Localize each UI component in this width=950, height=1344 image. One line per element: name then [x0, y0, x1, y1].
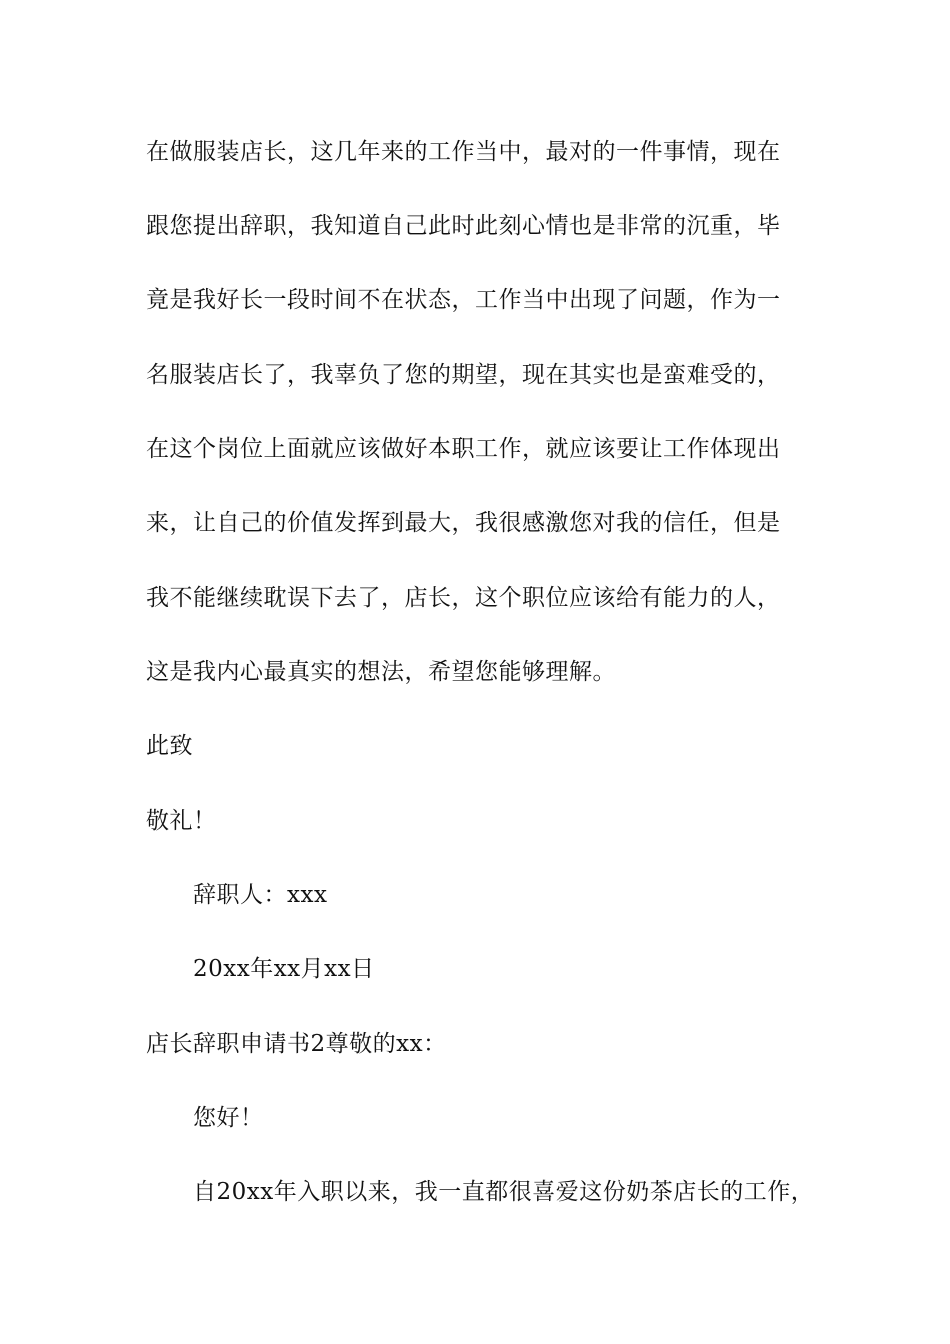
closing-salutation: 此致 [146, 733, 193, 759]
body-line-6: 来，让自己的价值发挥到最大，我很感激您对我的信任，但是 [146, 510, 781, 536]
body-line-1: 在做服装店长，这几年来的工作当中，最对的一件事情，现在 [146, 139, 781, 165]
body-line-8: 这是我内心最真实的想法，希望您能够理解。 [146, 659, 616, 685]
greeting-line: 您好！ [193, 1105, 264, 1131]
paragraph-2-line-1: 自20xx年入职以来，我一直都很喜爱这份奶茶店长的工作， [193, 1179, 815, 1205]
body-line-5: 在这个岗位上面就应该做好本职工作，就应该要让工作体现出 [146, 436, 781, 462]
signature-line: 辞职人：xxx [193, 882, 328, 908]
body-line-4: 名服装店长了，我辜负了您的期望，现在其实也是蛮难受的， [146, 362, 781, 388]
body-line-3: 竟是我好长一段时间不在状态，工作当中出现了问题，作为一 [146, 287, 781, 313]
date-line: 20xx年xx月xx日 [193, 956, 375, 982]
letter-2-heading: 店长辞职申请书2尊敬的xx： [146, 1031, 447, 1057]
body-line-7: 我不能继续耽误下去了，店长，这个职位应该给有能力的人， [146, 585, 781, 611]
body-line-2: 跟您提出辞职，我知道自己此时此刻心情也是非常的沉重，毕 [146, 213, 781, 239]
closing-regards: 敬礼！ [146, 808, 217, 834]
